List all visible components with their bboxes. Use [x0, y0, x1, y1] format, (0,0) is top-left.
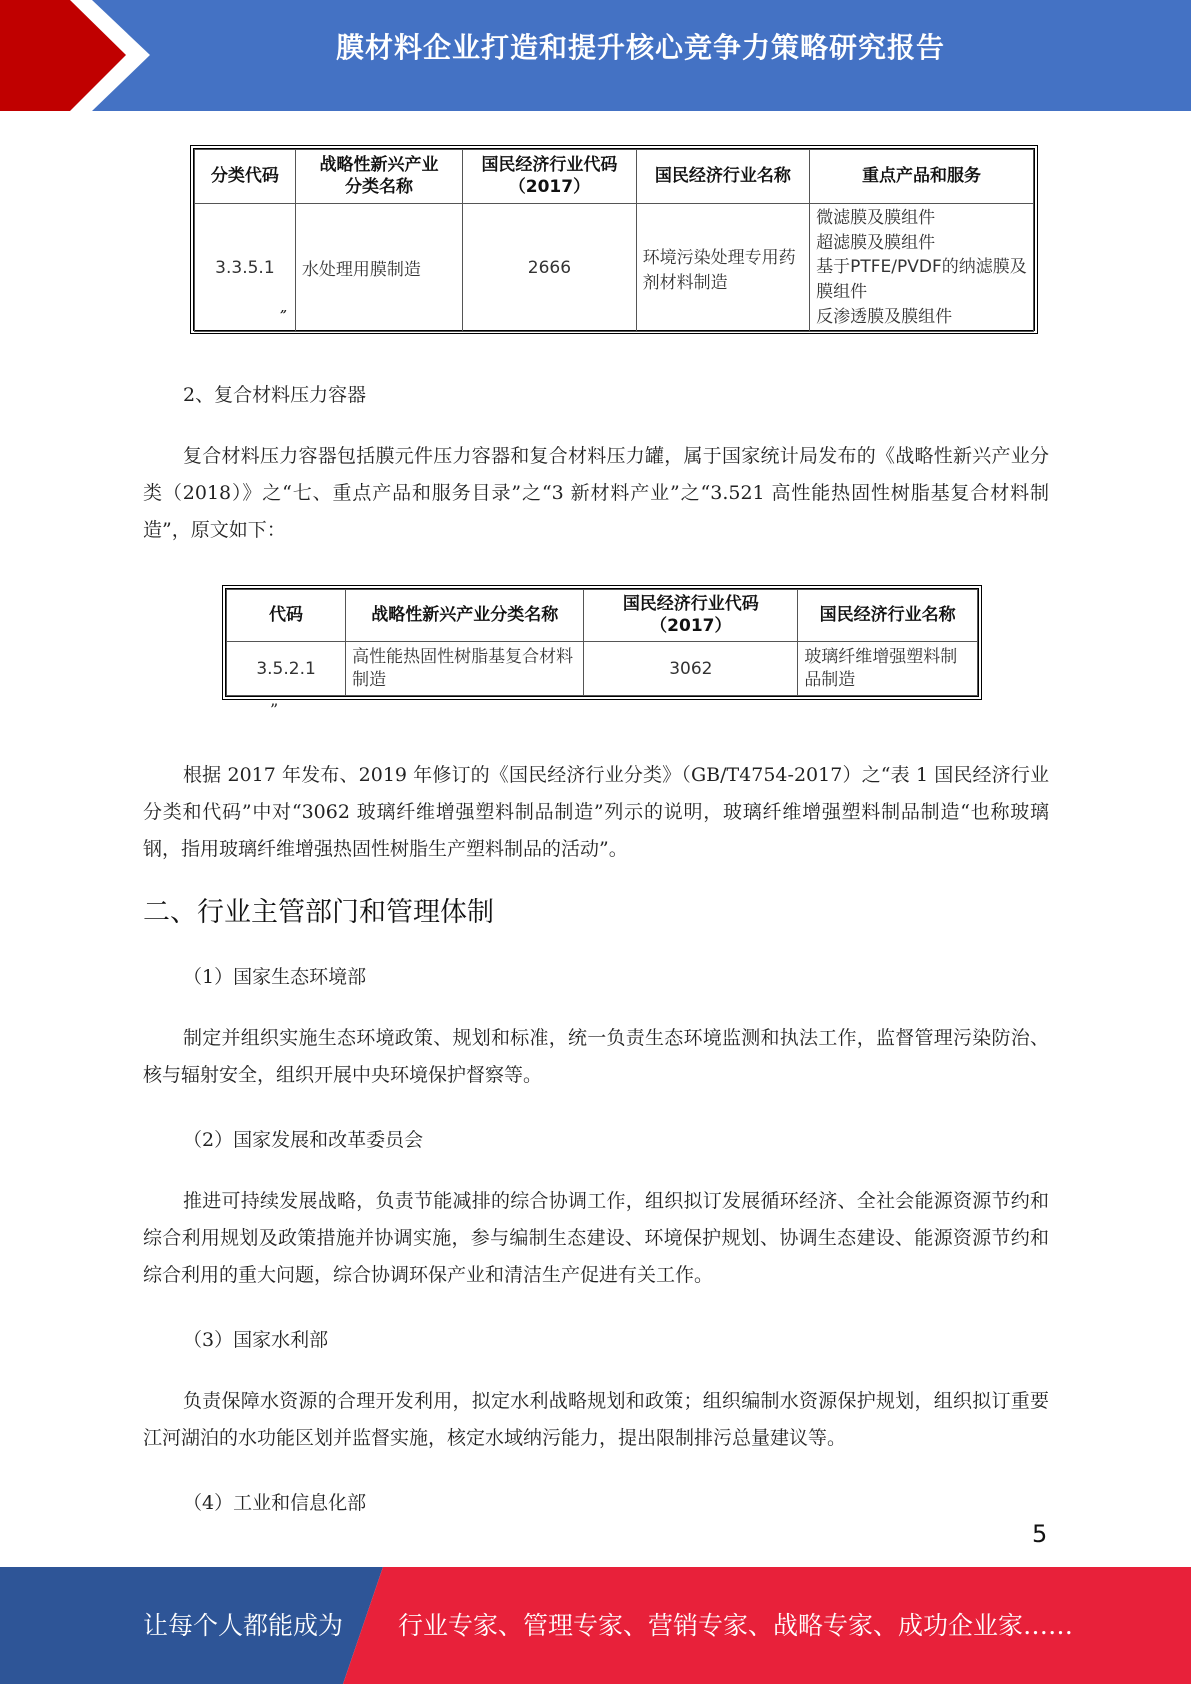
product-item: 超滤膜及膜组件 [816, 232, 936, 253]
classification-table-1 [190, 145, 1038, 334]
table1-header-industry-code: 国民经济行业代码 （2017） [463, 150, 636, 204]
table1-quote-mark: ” [280, 308, 287, 322]
table1-header-products: 重点产品和服务 [810, 150, 1034, 204]
table1-cell-name: 水处理用膜制造 [295, 204, 462, 332]
page-footer [0, 1567, 1191, 1684]
section-heading-authorities: 二、行业主管部门和管理体制 [143, 897, 494, 928]
item-text-ecology: 制定并组织实施生态环境政策、规划和标准，统一负责生态环境监测和执法工作，监督管理污染防治、核与辐射安全，组织开展中央环境保护督察等。 [143, 1027, 1049, 1086]
header-chevron-icon [0, 0, 150, 111]
table2-quote-mark: ” [270, 700, 279, 719]
item-text-water: 负责保障水资源的合理开发利用，拟定水利战略规划和政策；组织编制水资源保护规划，组织拟订重要江河湖泊的水功能区划并监督实施，核定水域纳污能力，提出限制排污总量建议等。 [143, 1390, 1049, 1449]
section-2-title: 2、复合材料压力容器 [183, 384, 367, 406]
footer-slogan-right: 行业专家、管理专家、营销专家、战略专家、成功企业家…… [398, 1611, 1074, 1640]
table1-cell-products [810, 204, 1034, 332]
table2-cell-name: 高性能热固性树脂基复合材料制造 [346, 642, 584, 696]
table2-cell-code: 3.5.2.1 [227, 642, 346, 696]
table1-header-name: 战略性新兴产业 分类名称 [295, 150, 462, 204]
item-title-ecology: （1）国家生态环境部 [183, 966, 367, 988]
table1-cell-industry-name: 环境污染处理专用药剂材料制造 [636, 204, 809, 332]
table1-cell-industry-code: 2666 [463, 204, 636, 332]
item-text-ndrc: 推进可持续发展战略，负责节能减排的综合协调工作，组织拟订发展循环经济、全社会能源资源节约和综合利用规划及政策措施并协调实施，参与编制生态建设、环境保护规划、协调生态建设、能源资源节约和综合利用的重大问题，综合协调环保产业和清洁生产促进有关工作。 [143, 1190, 1049, 1286]
paragraph-pressure-vessel: 复合材料压力容器包括膜元件压力容器和复合材料压力罐，属于国家统计局发布的《战略性新兴产业分类（2018）》之“七、重点产品和服务目录”之“3 新材料产业”之“3.521 高性能热固性树脂基复合材料制造”，原文如下： [143, 445, 1049, 541]
classification-table-2 [222, 585, 982, 700]
item-title-ndrc: （2）国家发展和改革委员会 [183, 1129, 424, 1151]
table1-cell-code: 3.3.5.1 [195, 204, 296, 332]
item-title-miit: （4）工业和信息化部 [183, 1492, 367, 1514]
table2-cell-industry-name: 玻璃纤维增强塑料制品制造 [798, 642, 978, 696]
table2-cell-industry-code: 3062 [584, 642, 798, 696]
report-title: 膜材料企业打造和提升核心竞争力策略研究报告 [335, 31, 945, 64]
table1-header-code: 分类代码 [195, 150, 296, 204]
product-item: 反渗透膜及膜组件 [816, 306, 953, 327]
product-item: 微滤膜及膜组件 [816, 208, 936, 228]
item-title-water: （3）国家水利部 [183, 1329, 329, 1351]
footer-slogan-left: 让每个人都能成为 [143, 1611, 344, 1640]
table2-header-name: 战略性新兴产业分类名称 [346, 590, 584, 642]
table2-header-code: 代码 [227, 590, 346, 642]
table2-header-industry-code: 国民经济行业代码 （2017） [584, 590, 798, 642]
product-item: 基于PTFE/PVDF的纳滤膜及膜组件 [816, 257, 1027, 302]
paragraph-gb-classification: 根据 2017 年发布、2019 年修订的《国民经济行业分类》（GB/T4754-2017）之“表 1 国民经济行业分类和代码”中对“3062 玻璃纤维增强塑料制品制造”列示的说明，玻璃纤维增强塑料制品制造“也称玻璃钢，指用玻璃纤维增强热固性树脂生产塑料制品的活动”。 [143, 764, 1049, 860]
page-header [0, 0, 1191, 111]
table1-header-industry-name: 国民经济行业名称 [636, 150, 809, 204]
page-number: 5 [1032, 1520, 1048, 1548]
table2-header-industry-name: 国民经济行业名称 [798, 590, 978, 642]
